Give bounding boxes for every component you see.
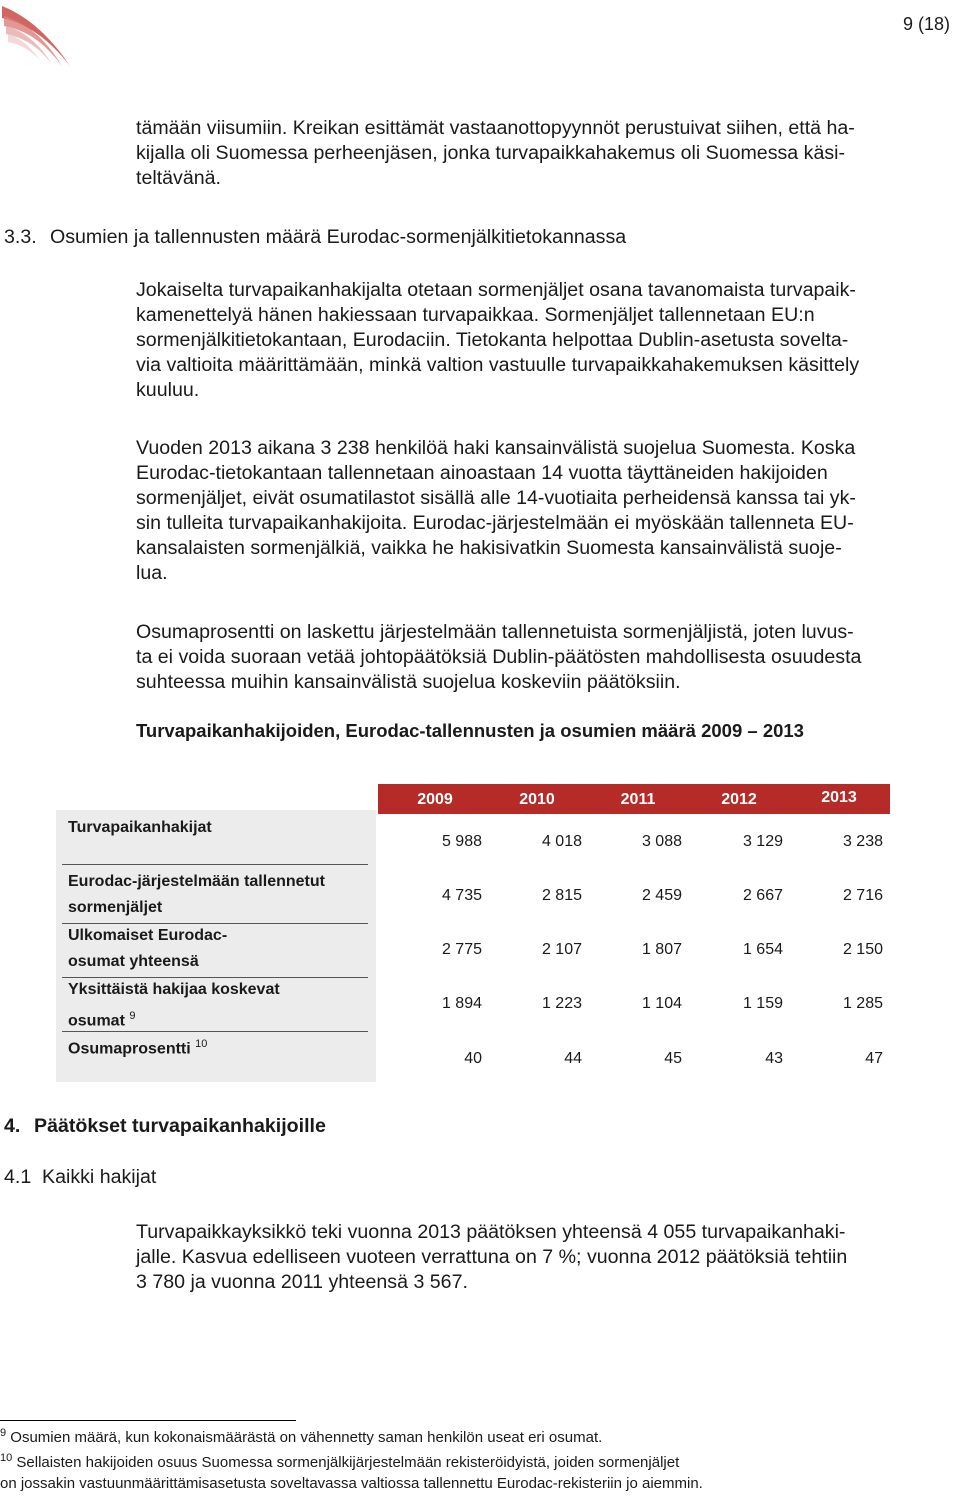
row-label bbox=[68, 815, 368, 841]
intro-paragraph bbox=[136, 116, 956, 191]
row-label bbox=[68, 923, 368, 975]
table-cell: 47 bbox=[865, 1050, 883, 1067]
section-title: Kaikki hakijat bbox=[42, 1166, 157, 1188]
text-line: suhteessa muihin kansainvälistä suojelua koskeviin päätöksiin. bbox=[136, 671, 681, 693]
section-title: Päätökset turvapaikanhakijoille bbox=[34, 1115, 326, 1137]
table-cell: 1 894 bbox=[441, 995, 482, 1012]
table-cell: 2 150 bbox=[842, 941, 883, 958]
footnote-ref: 10 bbox=[195, 1038, 208, 1050]
section-number: 4. bbox=[4, 1115, 21, 1137]
text-line: sormenjälkitietokantaan, Eurodaciin. Tietokanta helpottaa Dublin-asetusta sovelta- bbox=[136, 329, 849, 351]
table-cell: 2 716 bbox=[842, 887, 883, 904]
footnote-ref: 9 bbox=[129, 1010, 136, 1022]
section-number: 4.1 bbox=[4, 1166, 32, 1188]
table-cell: 1 104 bbox=[641, 995, 682, 1012]
footnote bbox=[0, 1424, 602, 1447]
table-cell: 1 285 bbox=[842, 995, 883, 1012]
table-cell: 44 bbox=[564, 1050, 582, 1067]
year-header-cell: 2010 bbox=[519, 791, 555, 808]
row-label bbox=[68, 1031, 368, 1062]
row-label bbox=[68, 977, 368, 1034]
row-label-line: sormenjäljet bbox=[68, 899, 163, 916]
table-cell: 2 775 bbox=[441, 941, 482, 958]
text-line: Osumaprosentti on laskettu järjestelmään tallennetuista sormenjäljistä, joten luvus- bbox=[136, 621, 854, 643]
body-paragraph bbox=[136, 436, 956, 586]
row-label bbox=[68, 869, 368, 921]
table-cell: 2 667 bbox=[742, 887, 783, 904]
statistics-table bbox=[56, 780, 896, 1084]
footnote bbox=[0, 1449, 679, 1472]
row-label-line: osumat yhteensä bbox=[68, 953, 199, 970]
text-line: 3 780 ja vuonna 2011 yhteensä 3 567. bbox=[136, 1271, 468, 1293]
text-line: Eurodac-tietokantaan tallennetaan ainoastaan 14 vuotta täyttäneiden hakijoiden bbox=[136, 462, 828, 484]
table-cell: 2 107 bbox=[541, 941, 582, 958]
table-cell: 2 459 bbox=[641, 887, 682, 904]
row-label-line: Ulkomaiset Eurodac- bbox=[68, 927, 228, 944]
text-line: tämään viisumiin. Kreikan esittämät vastaanottopyynnöt perustuivat siihen, että ha- bbox=[136, 117, 855, 139]
text-line: via valtioita määrittämään, minkä valtion vastuulle turvapaikkahakemuksen käsittely bbox=[136, 354, 860, 376]
row-label-line: Osumaprosentti bbox=[68, 1040, 191, 1058]
footnote-continuation: on jossakin vastuunmäärittämisasetusta soveltavassa valtiossa tallennettu Eurodac-rekisteriin jo aiemmin. bbox=[0, 1475, 703, 1492]
row-label-line: Yksittäistä hakijaa koskevat bbox=[68, 981, 280, 998]
footnote-number: 10 bbox=[0, 1452, 13, 1464]
text-line: jalle. Kasvua edelliseen vuoteen verrattuna on 7 %; vuonna 2012 päätöksiä tehtiin bbox=[136, 1246, 848, 1268]
text-line: ta ei voida suoraan vetää johtopäätöksiä Dublin-päätösten mahdollisesta osuudesta bbox=[136, 646, 862, 668]
section-heading-4-1 bbox=[4, 1166, 156, 1189]
row-label-line: Eurodac-järjestelmään tallennetut bbox=[68, 873, 325, 890]
table-cell: 3 129 bbox=[742, 833, 783, 850]
row-divider bbox=[62, 864, 368, 865]
text-line: sormenjäljet, eivät osumatilastot sisällä alle 14-vuotiaita perheidensä kanssa tai yk- bbox=[136, 487, 856, 509]
table-cell: 1 654 bbox=[742, 941, 783, 958]
text-line: Vuoden 2013 aikana 3 238 henkilöä haki kansainvälistä suojelua Suomesta. Koska bbox=[136, 437, 856, 459]
table-cell: 5 988 bbox=[441, 833, 482, 850]
wing-logo-icon bbox=[0, 0, 78, 72]
year-header-cell: 2011 bbox=[620, 791, 656, 808]
text-line: kijalla oli Suomessa perheenjäsen, jonka turvapaikkahakemus oli Suomessa käsi- bbox=[136, 142, 846, 164]
table-cell: 1 807 bbox=[641, 941, 682, 958]
table-cell: 3 238 bbox=[842, 833, 883, 850]
table-title: Turvapaikanhakijoiden, Eurodac-tallennusten ja osumien määrä 2009 – 2013 bbox=[136, 720, 804, 741]
year-header-cell: 2013 bbox=[821, 789, 857, 806]
row-label-line: Turvapaikanhakijat bbox=[68, 819, 212, 836]
footnote-separator bbox=[0, 1420, 296, 1421]
table-cell: 45 bbox=[664, 1050, 682, 1067]
body-paragraph bbox=[136, 620, 956, 695]
text-line: kamenettelyä hänen hakiessaan turvapaikkaa. Sormenjäljet tallennetaan EU:n bbox=[136, 304, 815, 326]
body-paragraph bbox=[136, 278, 956, 403]
table-cell: 4 018 bbox=[541, 833, 582, 850]
table-cell: 1 223 bbox=[541, 995, 582, 1012]
section-heading-4 bbox=[4, 1115, 326, 1138]
year-header-cell: 2009 bbox=[417, 791, 453, 808]
text-line: kansalaisten sormenjälkiä, vaikka he hakisivatkin Suomesta kansainvälistä suoje- bbox=[136, 537, 842, 559]
text-line: Jokaiselta turvapaikanhakijalta otetaan sormenjäljet osana tavanomaista turvapaik- bbox=[136, 279, 856, 301]
text-line: teltävänä. bbox=[136, 167, 221, 189]
text-line: lua. bbox=[136, 562, 168, 584]
section-title: Osumien ja tallennusten määrä Eurodac-sormenjälkitietokannassa bbox=[50, 226, 627, 248]
table-cell: 4 735 bbox=[441, 887, 482, 904]
text-line: Turvapaikkayksikkö teki vuonna 2013 päätöksen yhteensä 4 055 turvapaikanhaki- bbox=[136, 1221, 846, 1243]
text-line: kuuluu. bbox=[136, 379, 200, 401]
body-paragraph bbox=[136, 1220, 956, 1295]
row-label-line: osumat bbox=[68, 1012, 125, 1030]
page-number: 9 (18) bbox=[902, 14, 950, 34]
year-header-cell: 2012 bbox=[721, 791, 757, 808]
table-cell: 3 088 bbox=[641, 833, 682, 850]
section-heading-3-3 bbox=[4, 226, 626, 249]
table-cell: 1 159 bbox=[742, 995, 783, 1012]
footnote-text: Sellaisten hakijoiden osuus Suomessa sormenjälkijärjestelmään rekisteröidyistä, joiden sormenjäljet bbox=[16, 1454, 680, 1471]
footnote-text: Osumien määrä, kun kokonaismäärästä on vähennetty saman henkilön useat eri osumat. bbox=[10, 1429, 603, 1446]
table-cell: 43 bbox=[765, 1050, 783, 1067]
table-cell: 40 bbox=[464, 1050, 482, 1067]
footnote-number: 9 bbox=[0, 1427, 7, 1439]
section-number: 3.3. bbox=[4, 226, 37, 248]
text-line: sin tulleita turvapaikanhakijoita. Eurodac-järjestelmään ei myöskään tallenneta EU- bbox=[136, 512, 854, 534]
table-cell: 2 815 bbox=[541, 887, 582, 904]
